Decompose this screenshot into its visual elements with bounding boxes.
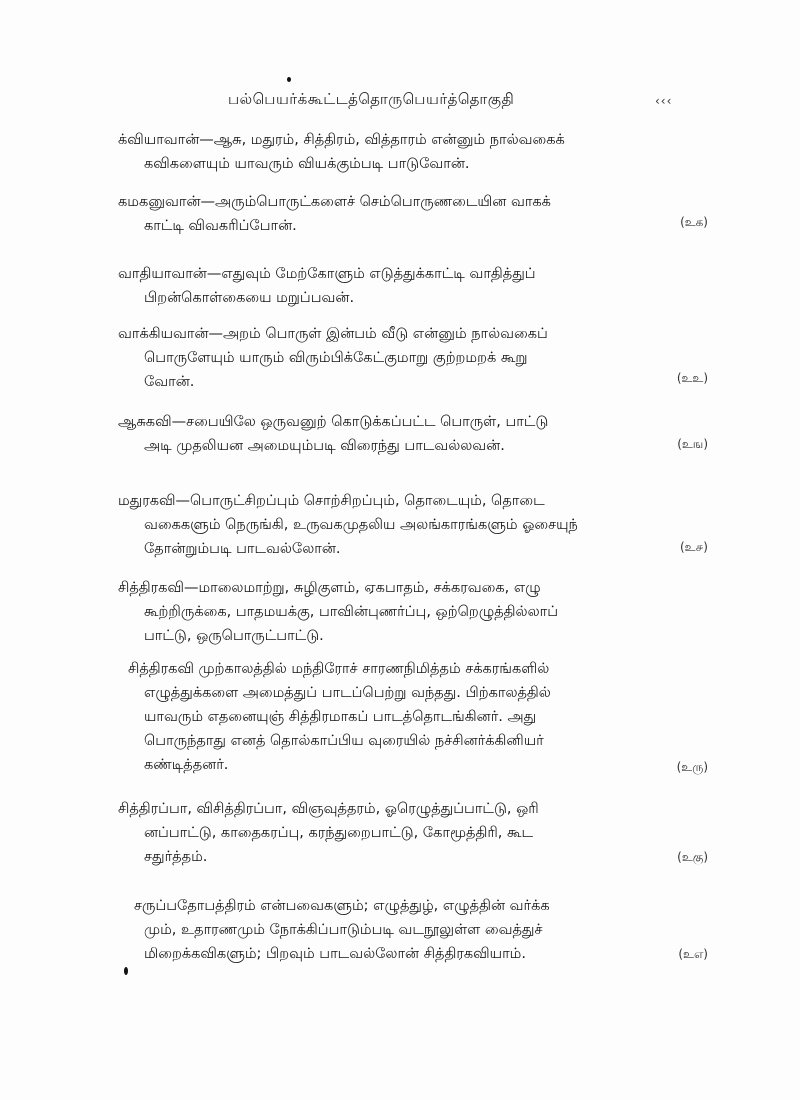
paragraph-chithirappa xyxy=(118,797,708,869)
paragraph-saruppathopathiram xyxy=(118,894,708,966)
corner-mark: ‹‹‹ xyxy=(655,94,673,108)
paragraph-line: கவிகளையும் யாவரும் வியக்கும்படி பாடுவோன். xyxy=(144,156,470,172)
paragraph-line: மிறைக்கவிகளும்; பிறவும் பாடவல்லோன் சித்திரகவியாம். xyxy=(144,946,526,962)
section-number: (உரு) xyxy=(676,760,708,774)
paragraph-line: தோன்றும்படி பாடவல்லோன். xyxy=(144,541,341,557)
paragraph-line: வாக்கியவான்—அறம் பொருள் இன்பம் வீடு என்னும் நால்வகைப் xyxy=(118,326,548,342)
section-number: (உங) xyxy=(677,437,708,451)
paragraph-line: சதுர்த்தம். xyxy=(144,849,208,865)
section-number: (உகு) xyxy=(677,850,708,864)
paragraph-line: க்வியாவான்—ஆசு, மதுரம், சித்திரம், வித்தாரம் என்னும் நால்வகைக் xyxy=(118,132,565,148)
paragraph-line: னப்பாட்டு, காதைகரப்பு, கரந்துறைபாட்டு, கோமூத்திரி, கூட xyxy=(144,825,534,841)
paragraph-line: எழுத்துக்களை அமைத்துப் பாடப்பெற்று வந்தது. பிற்காலத்தில் xyxy=(144,685,551,701)
paragraph-mathurakavi xyxy=(118,489,708,561)
paragraph-line: யாவரும் எதனையுஞ் சித்திரமாகப் பாடத்தொடங்கினர். அது xyxy=(144,709,537,725)
paragraph-vathiyavan xyxy=(118,262,708,310)
section-number: (உஎ) xyxy=(678,947,708,961)
paragraph-line: சித்திரகவி முற்காலத்தில் மந்திரோச் சாரணநிமித்தம் சக்கரங்களில் xyxy=(128,661,550,677)
paragraph-line: சருப்பதோபத்திரம் என்பவைகளும்; எழுத்துழ், எழுத்தின் வர்க்க xyxy=(134,898,550,914)
paragraph-line: கமகனுவான்—அரும்பொருட்களைச் செம்பொருணடையின வாகக் xyxy=(118,194,551,210)
ink-speck xyxy=(124,967,128,975)
paragraph-line: கூற்றிருக்கை, பாதமயக்கு, பாவின்புணர்ப்பு, ஒற்றெழுத்தில்லாப் xyxy=(144,604,558,620)
paragraph-vakkiyavan xyxy=(118,322,708,394)
paragraph-line: காட்டி விவகரிப்போன். xyxy=(144,218,297,234)
paragraph-kaviyavan xyxy=(118,128,708,176)
paragraph-chithirakavi-note xyxy=(118,657,708,777)
paragraph-asukavi xyxy=(118,410,708,458)
ink-speck xyxy=(287,77,291,82)
paragraph-line: சித்திரகவி—மாலைமாற்று, சுழிகுளம், ஏகபாதம், சக்கரவகை, எழு xyxy=(118,580,541,596)
paragraph-chithirakavi xyxy=(118,576,708,648)
paragraph-line: பாட்டு, ஒருபொருட்பாட்டு. xyxy=(144,628,324,644)
paragraph-line: மதுரகவி—பொருட்சிறப்பும் சொற்சிறப்பும், தொடையும், தொடை xyxy=(118,493,545,509)
paragraph-line: சித்திரப்பா, விசித்திரப்பா, விஞவுத்தரம், ஓரெழுத்துப்பாட்டு, ஒரி xyxy=(118,801,539,817)
section-number: (உ௪) xyxy=(679,540,708,554)
paragraph-line: வகைகளும் நெருங்கி, உருவகமுதலிய அலங்காரங்களும் ஓசையுந் xyxy=(144,517,578,533)
paragraph-line: மும், உதாரணமும் நோக்கிப்பாடும்படி வடநூலுள்ள வைத்துச் xyxy=(144,922,543,938)
section-number: (உஉ) xyxy=(676,371,708,385)
paragraph-line: வோன். xyxy=(144,374,195,390)
paragraph-kamakanavan xyxy=(118,190,708,238)
paragraph-line: வாதியாவான்—எதுவும் மேற்கோளும் எடுத்துக்காட்டி வாதித்துப் xyxy=(118,266,536,282)
section-number: (உக) xyxy=(680,215,708,229)
paragraph-line: பொருளேயும் யாரும் விரும்பிக்கேட்குமாறு குற்றமறக் கூறு xyxy=(144,350,528,366)
paragraph-line: ஆசுகவி—சபையிலே ஒருவனுற் கொடுக்கப்பட்ட பொருள், பாட்டு xyxy=(118,414,549,430)
paragraph-line: பிறன்கொள்கையை மறுப்பவன். xyxy=(144,290,355,306)
page-title: பல்பெயர்க்கூட்டத்தொருபெயர்த்தொகுதி xyxy=(228,90,515,108)
paragraph-line: அடி முதலியன அமையும்படி விரைந்து பாடவல்லவன். xyxy=(144,438,505,454)
paragraph-line: கண்டித்தனர். xyxy=(144,757,229,773)
paragraph-line: பொருந்தாது எனத் தொல்காப்பிய வுரையில் நச்சினர்க்கினியர் xyxy=(144,733,544,749)
